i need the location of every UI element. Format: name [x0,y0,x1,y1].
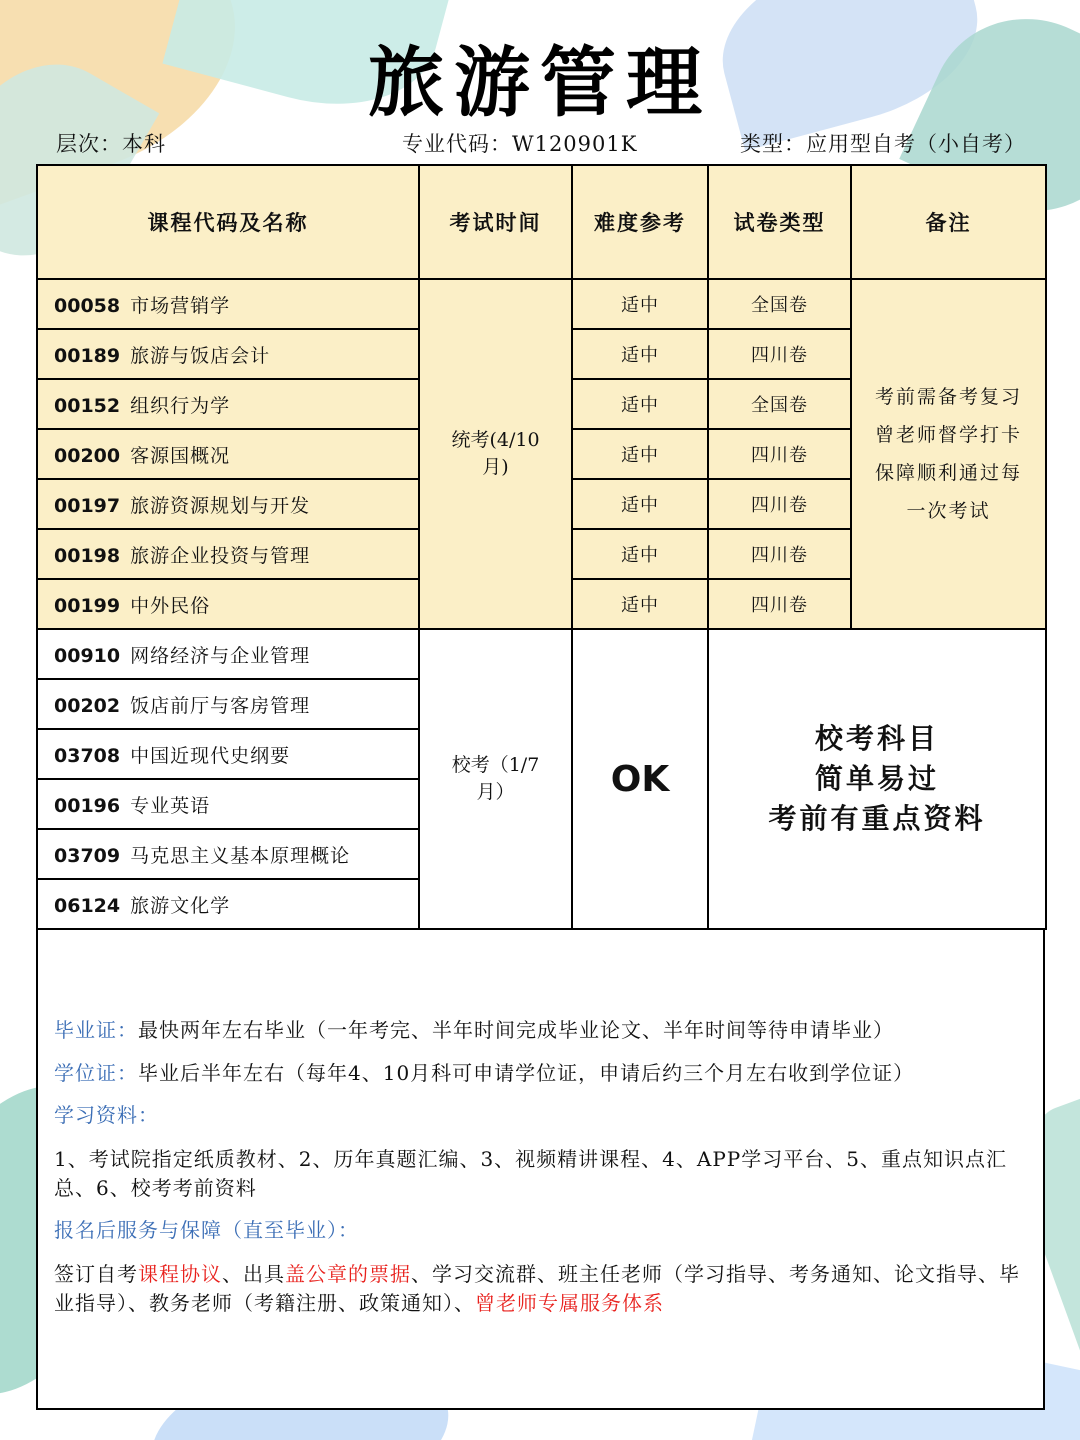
course-cell [37,679,419,729]
remark-line: 考前需备考复习 [874,386,1022,408]
course-name: 旅游资源规划与开发 [130,494,311,517]
course-cell [37,429,419,479]
course-code: 00202 [54,694,121,717]
difficulty-cell: 适中 [572,579,708,629]
difficulty-cell: 适中 [572,279,708,329]
course-code: 00199 [54,594,121,617]
course-cell [37,479,419,529]
course-code: 00198 [54,544,121,567]
difficulty-cell: 适中 [572,429,708,479]
degree-text: 毕业后半年左右（每年4、10月科可申请学位证，申请后约三个月左右收到学位证） [138,1061,915,1085]
materials-label: 学习资料： [54,1103,159,1127]
course-cell [37,379,419,429]
paper-type-cell: 四川卷 [708,329,851,379]
difficulty-cell: 适中 [572,329,708,379]
course-name: 中国近现代史纲要 [130,744,291,767]
service-highlight: 盖公章的票据 [285,1262,411,1286]
course-cell [37,829,419,879]
course-name: 组织行为学 [130,394,231,417]
materials-text: 1、考试院指定纸质教材、2、历年真题汇编、3、视频精讲课程、4、APP学习平台、5、重点知识点汇总、6、校考考前资料 [54,1147,1007,1200]
service-part: 、出具 [222,1262,285,1286]
note-line: 考前有重点资料 [768,802,986,835]
course-name: 中外民俗 [130,594,211,617]
course-code: 03708 [54,744,121,767]
course-code: 00197 [54,494,121,517]
course-name: 旅游与饭店会计 [130,344,271,367]
course-code: 00910 [54,644,121,667]
course-cell [37,729,419,779]
column-header-paper-type: 试卷类型 [708,165,851,279]
difficulty-cell: 适中 [572,479,708,529]
unified-exam-time: 统考(4/10月) [419,279,572,629]
column-header-exam-time: 考试时间 [419,165,572,279]
table-row [37,279,1046,329]
table-row [37,629,1046,679]
paper-type-cell: 四川卷 [708,429,851,479]
difficulty-cell: 适中 [572,379,708,429]
paper-type-cell: 四川卷 [708,529,851,579]
course-name: 旅游企业投资与管理 [130,544,311,567]
course-cell [37,879,419,929]
course-table [36,164,1047,930]
course-name: 专业英语 [130,794,211,817]
column-header-remark: 备注 [851,165,1046,279]
course-code: 03709 [54,844,121,867]
degree-info [54,1059,1024,1088]
note-line: 校考科目 [814,722,939,755]
diploma-info [54,1016,1024,1045]
course-code: 00196 [54,794,121,817]
service-text [54,1260,1024,1318]
course-name: 马克思主义基本原理概论 [130,844,351,867]
column-header-course: 课程代码及名称 [37,165,419,279]
course-code: 00152 [54,394,121,417]
school-exam-time: 校考（1/7月） [419,629,572,929]
paper-type-cell: 全国卷 [708,279,851,329]
exam-type-label: 类型：应用型自考（小自考） [740,132,1026,156]
service-part: 签订自考 [54,1262,138,1286]
course-code: 00189 [54,344,121,367]
school-difficulty: OK [572,629,708,929]
column-header-difficulty: 难度参考 [572,165,708,279]
service-part: 、学习交流群、班主任老师（学习指导、考务通知、论文指导、毕业指导）、教务老师（考籍注册、政策通知）、 [54,1262,1020,1315]
course-code: 06124 [54,894,121,917]
course-code: 00200 [54,444,121,467]
paper-type-cell: 四川卷 [708,579,851,629]
course-code: 00058 [54,294,121,317]
diploma-text: 最快两年左右毕业（一年考完、半年时间完成毕业论文、半年时间等待申请毕业） [138,1018,894,1042]
degree-label: 学位证： [54,1061,138,1085]
course-name: 客源国概况 [130,444,231,467]
remark-cell [851,279,1046,629]
table-header-row [37,165,1046,279]
page-title: 旅游管理 [368,38,712,127]
service-highlight: 曾老师专属服务体系 [475,1291,664,1315]
course-cell [37,329,419,379]
course-cell [37,629,419,679]
paper-type-cell: 全国卷 [708,379,851,429]
school-exam-note [708,629,1046,929]
paper-type-cell: 四川卷 [708,479,851,529]
course-name: 旅游文化学 [130,894,231,917]
course-cell [37,779,419,829]
remark-line: 保障顺利通过每 [874,462,1022,484]
course-cell [37,579,419,629]
service-label: 报名后服务与保障（直至毕业）： [54,1218,359,1242]
course-name: 饭店前厅与客房管理 [130,694,311,717]
remark-line: 一次考试 [906,500,991,522]
difficulty-cell: 适中 [572,529,708,579]
diploma-label: 毕业证： [54,1018,138,1042]
course-name: 市场营销学 [130,294,231,317]
service-highlight: 课程协议 [138,1262,222,1286]
remark-line: 曾老师督学打卡 [874,424,1022,446]
course-cell [37,279,419,329]
major-code-label: 专业代码：W120901K [402,132,638,156]
note-line: 简单易过 [814,762,939,795]
course-cell [37,529,419,579]
course-name: 网络经济与企业管理 [130,644,311,667]
level-label: 层次：本科 [56,132,166,156]
